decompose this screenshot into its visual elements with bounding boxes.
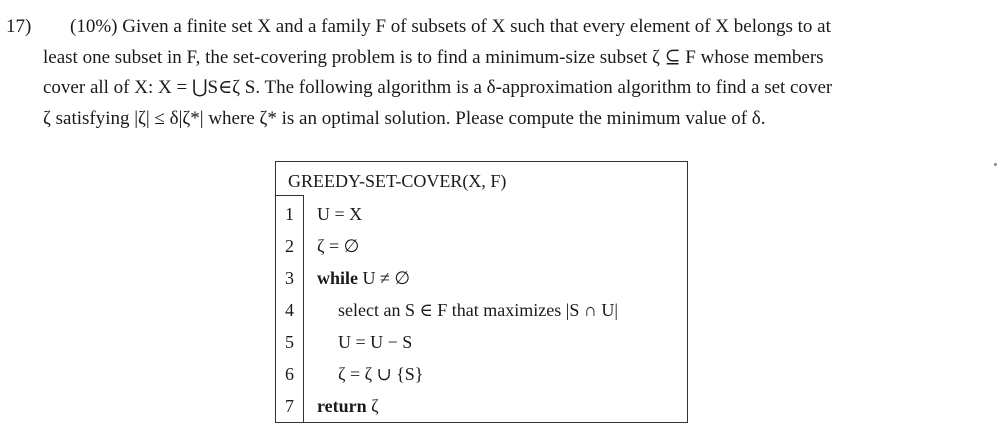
- line-code: U = X: [317, 204, 363, 224]
- while-condition: U ≠ ∅: [362, 268, 411, 288]
- line-number: 7: [285, 396, 294, 416]
- question-line-1: (10%) Given a finite set X and a family F of subsets of X such that every element of X belongs to at: [70, 16, 831, 37]
- line-code: select an S ∈ F that maximizes |S ∩ U|: [338, 300, 618, 320]
- question-line-2: least one subset in F, the set-covering problem is to find a minimum-size subset ζ ⊆ F whose members: [43, 46, 824, 68]
- line-number: 1: [285, 204, 294, 224]
- question-line-3: cover all of X: X = ⋃S∈ζ S. The following algorithm is a δ-approximation algorithm to find a set cover: [43, 77, 833, 98]
- keyword-return: return: [317, 396, 367, 416]
- line-number: 5: [285, 332, 294, 352]
- question-line-4: ζ satisfying |ζ| ≤ δ|ζ*| where ζ* is an optimal solution. Please compute the minimum value of δ.: [43, 107, 766, 129]
- line-code: [317, 262, 410, 294]
- line-number: 4: [285, 300, 294, 320]
- line-code: [317, 390, 379, 422]
- return-value: ζ: [371, 396, 379, 416]
- scan-speck: [994, 163, 997, 166]
- keyword-while: while: [317, 268, 359, 288]
- line-number: 6: [285, 364, 294, 384]
- question-text: [43, 12, 995, 134]
- algorithm-box: [275, 161, 688, 423]
- line-number: 3: [285, 268, 294, 288]
- line-code: ζ = ζ ∪ {S}: [338, 364, 424, 384]
- line-code: ζ = ∅: [317, 236, 360, 256]
- question-number: 17): [6, 16, 32, 37]
- algorithm-title: GREEDY-SET-COVER(X, F): [288, 171, 507, 191]
- line-code: U = U − S: [338, 332, 413, 352]
- line-number: 2: [285, 236, 294, 256]
